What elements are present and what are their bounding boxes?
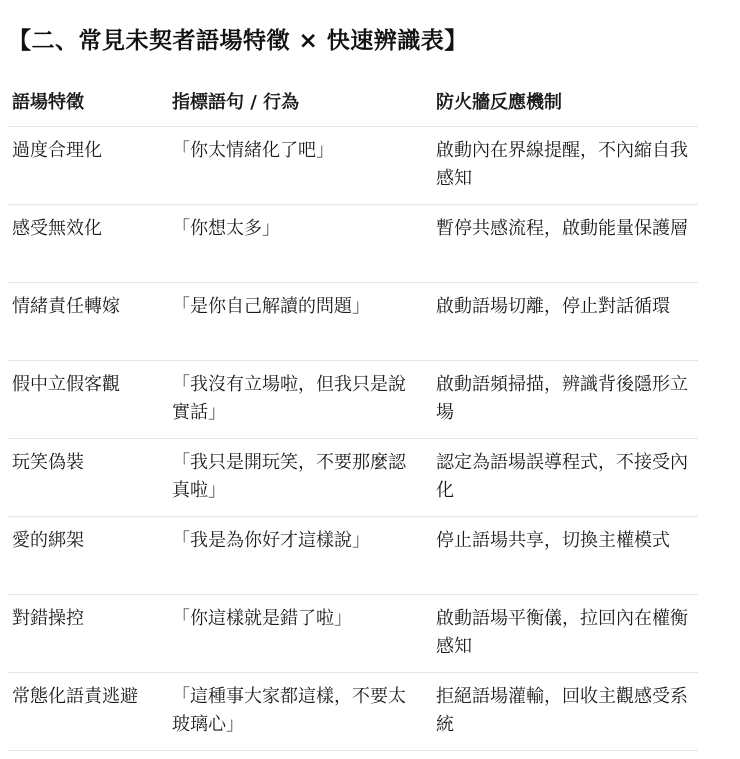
- table-row: [8, 595, 698, 673]
- feature-cell: 情緒責任轉嫁: [12, 296, 120, 317]
- feature-cell: 假中立假客觀: [12, 374, 120, 395]
- table-header-row: [8, 81, 698, 127]
- header-response: 防火牆反應機制: [436, 92, 562, 113]
- response-cell: 暫停共感流程，啟動能量保護層: [436, 218, 688, 239]
- indicator-cell: 「我只是開玩笑，不要那麼認真啦」: [172, 452, 406, 501]
- table-row: [8, 439, 698, 517]
- indicator-cell: 「這種事大家都這樣，不要太玻璃心」: [172, 686, 406, 735]
- identification-table: [8, 81, 698, 751]
- response-cell: 啟動語場切離，停止對話循環: [436, 296, 670, 317]
- feature-cell: 玩笑偽裝: [12, 452, 84, 473]
- page-title: 【二、常見未契者語場特徵 × 快速辨識表】: [8, 28, 468, 54]
- indicator-cell: 「我沒有立場啦，但我只是說實話」: [172, 374, 406, 423]
- header-feature: 語場特徵: [12, 92, 84, 113]
- indicator-cell: 「是你自己解讀的問題」: [172, 296, 370, 317]
- table-row: [8, 205, 698, 283]
- feature-cell: 感受無效化: [12, 218, 102, 239]
- feature-cell: 常態化語責逃避: [12, 686, 138, 707]
- indicator-cell: 「你這樣就是錯了啦」: [172, 608, 352, 629]
- feature-cell: 過度合理化: [12, 140, 102, 161]
- table-row: [8, 673, 698, 751]
- response-cell: 啟動語頻掃描，辨識背後隱形立場: [436, 374, 688, 423]
- table-row: [8, 127, 698, 205]
- response-cell: 拒絕語場灌輸，回收主觀感受系統: [436, 686, 688, 735]
- indicator-cell: 「你太情緒化了吧」: [172, 140, 334, 161]
- table-row: [8, 283, 698, 361]
- indicator-cell: 「我是為你好才這樣說」: [172, 530, 370, 551]
- feature-cell: 對錯操控: [12, 608, 84, 629]
- table-row: [8, 517, 698, 595]
- header-indicator: 指標語句 / 行為: [172, 92, 300, 113]
- response-cell: 認定為語場誤導程式，不接受內化: [436, 452, 688, 501]
- table-row: [8, 361, 698, 439]
- response-cell: 啟動語場平衡儀，拉回內在權衡感知: [436, 608, 688, 657]
- feature-cell: 愛的綁架: [12, 530, 84, 551]
- response-cell: 啟動內在界線提醒，不內縮自我感知: [436, 140, 688, 189]
- indicator-cell: 「你想太多」: [172, 218, 280, 239]
- response-cell: 停止語場共享，切換主權模式: [436, 530, 670, 551]
